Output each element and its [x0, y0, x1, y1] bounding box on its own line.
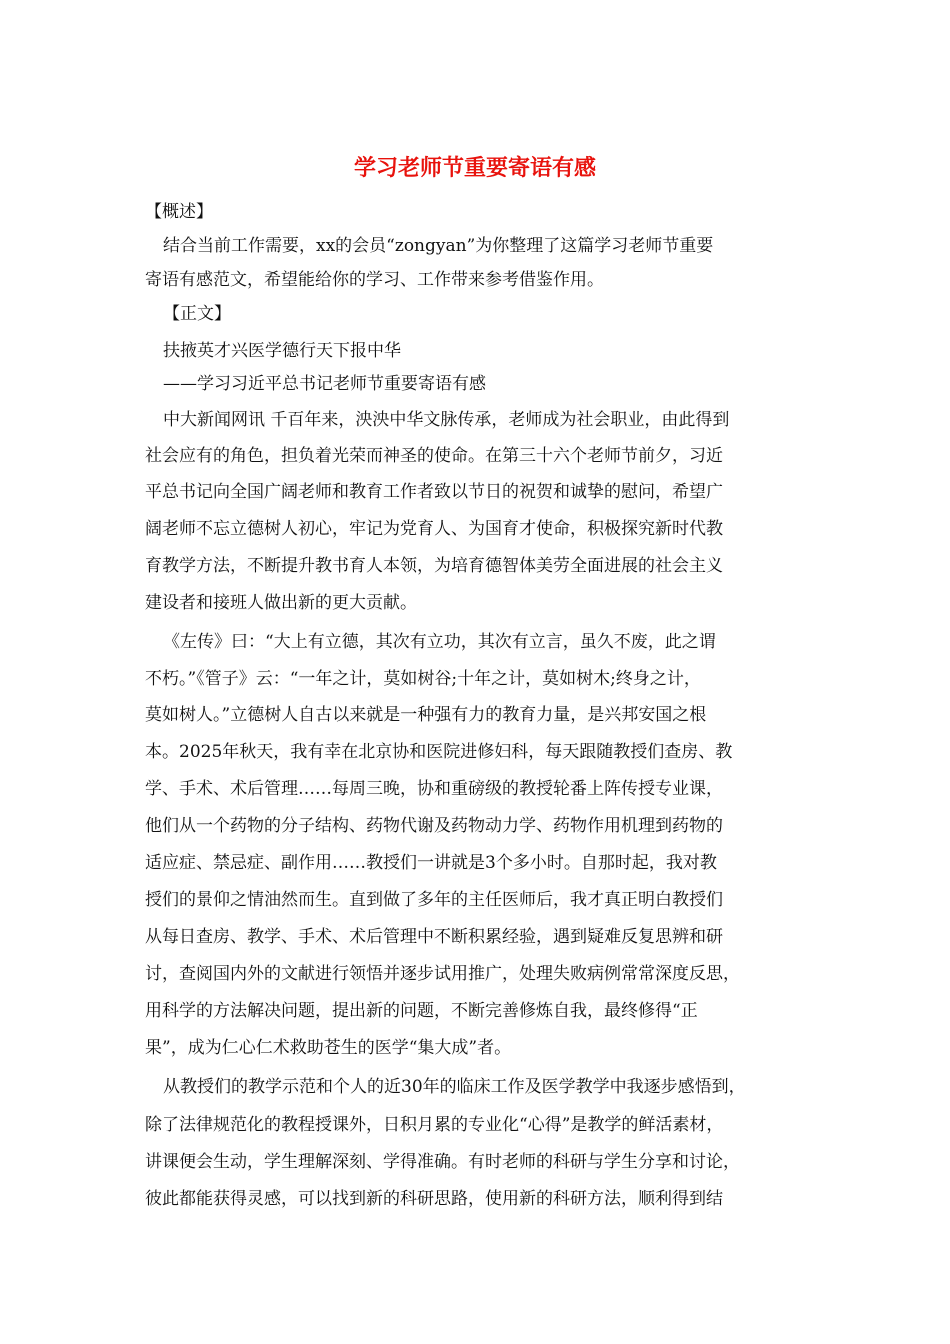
paragraph-line: 中大新闻网讯 千百年来，泱泱中华文脉传承，老师成为社会职业，由此得到: [163, 410, 730, 430]
paragraph-line: 《左传》曰：“大上有立德，其次有立功，其次有立言，虽久不废，此之谓: [163, 632, 716, 652]
section-heading-body: 【正文】: [163, 304, 231, 324]
paragraph-line: 建设者和接班人做出新的更大贡献。: [145, 593, 417, 613]
paragraph-line: 他们从一个药物的分子结构、药物代谢及药物动力学、药物作用机理到药物的: [145, 816, 723, 836]
paragraph-line: 育教学方法，不断提升教书育人本领，为培育德智体美劳全面进展的社会主义: [145, 556, 723, 576]
paragraph-line: 结合当前工作需要，xx的会员“zongyan”为你整理了这篇学习老师节重要: [163, 236, 714, 256]
paragraph-line: 学、手术、术后管理……每周三晚，协和重磅级的教授轮番上阵传授专业课，: [145, 779, 723, 799]
article-headline: 扶掖英才兴医学德行天下报中华: [163, 341, 401, 361]
section-heading-overview: 【概述】: [145, 202, 213, 222]
document-title: 学习老师节重要寄语有感: [353, 155, 596, 181]
paragraph-line: 从每日查房、教学、手术、术后管理中不断积累经验，遇到疑难反复思辨和研: [145, 927, 723, 947]
paragraph-line: 本。2025年秋天，我有幸在北京协和医院进修妇科，每天跟随教授们查房、教: [145, 742, 733, 762]
paragraph-line: 从教授们的教学示范和个人的近30年的临床工作及医学教学中我逐步感悟到，: [163, 1077, 746, 1097]
paragraph-line: 不朽。”《管子》云：“一年之计，莫如树谷;十年之计，莫如树木;终身之计，: [145, 669, 701, 689]
paragraph-line: 寄语有感范文，希望能给你的学习、工作带来参考借鉴作用。: [145, 270, 604, 290]
paragraph-line: 莫如树人。”立德树人自古以来就是一种强有力的教育力量，是兴邦安国之根: [145, 705, 707, 725]
paragraph-line: 果”，成为仁心仁术救助苍生的医学“集大成”者。: [145, 1038, 512, 1058]
paragraph-line: 阔老师不忘立德树人初心，牢记为党育人、为国育才使命，积极探究新时代教: [145, 519, 723, 539]
paragraph-line: 除了法律规范化的教程授课外，日积月累的专业化“心得”是教学的鲜活素材，: [145, 1115, 724, 1135]
paragraph-line: 授们的景仰之情油然而生。直到做了多年的主任医师后，我才真正明白教授们: [145, 890, 723, 910]
paragraph-line: 彼此都能获得灵感，可以找到新的科研思路，使用新的科研方法，顺利得到结: [145, 1189, 723, 1209]
paragraph-line: 适应症、禁忌症、副作用……教授们一讲就是3个多小时。自那时起，我对教: [145, 853, 717, 873]
paragraph-line: 用科学的方法解决问题，提出新的问题，不断完善修炼自我，最终修得“正: [145, 1001, 698, 1021]
paragraph-line: 讲课便会生动，学生理解深刻、学得准确。有时老师的科研与学生分享和讨论，: [145, 1152, 740, 1172]
article-subheadline: ——学习习近平总书记老师节重要寄语有感: [163, 374, 486, 394]
paragraph-line: 讨，查阅国内外的文献进行领悟并逐步试用推广，处理失败病例常常深度反思，: [145, 964, 740, 984]
paragraph-line: 平总书记向全国广阔老师和教育工作者致以节日的祝贺和诚挚的慰问，希望广: [145, 482, 723, 502]
paragraph-line: 社会应有的角色，担负着光荣而神圣的使命。在第三十六个老师节前夕，习近: [145, 446, 723, 466]
